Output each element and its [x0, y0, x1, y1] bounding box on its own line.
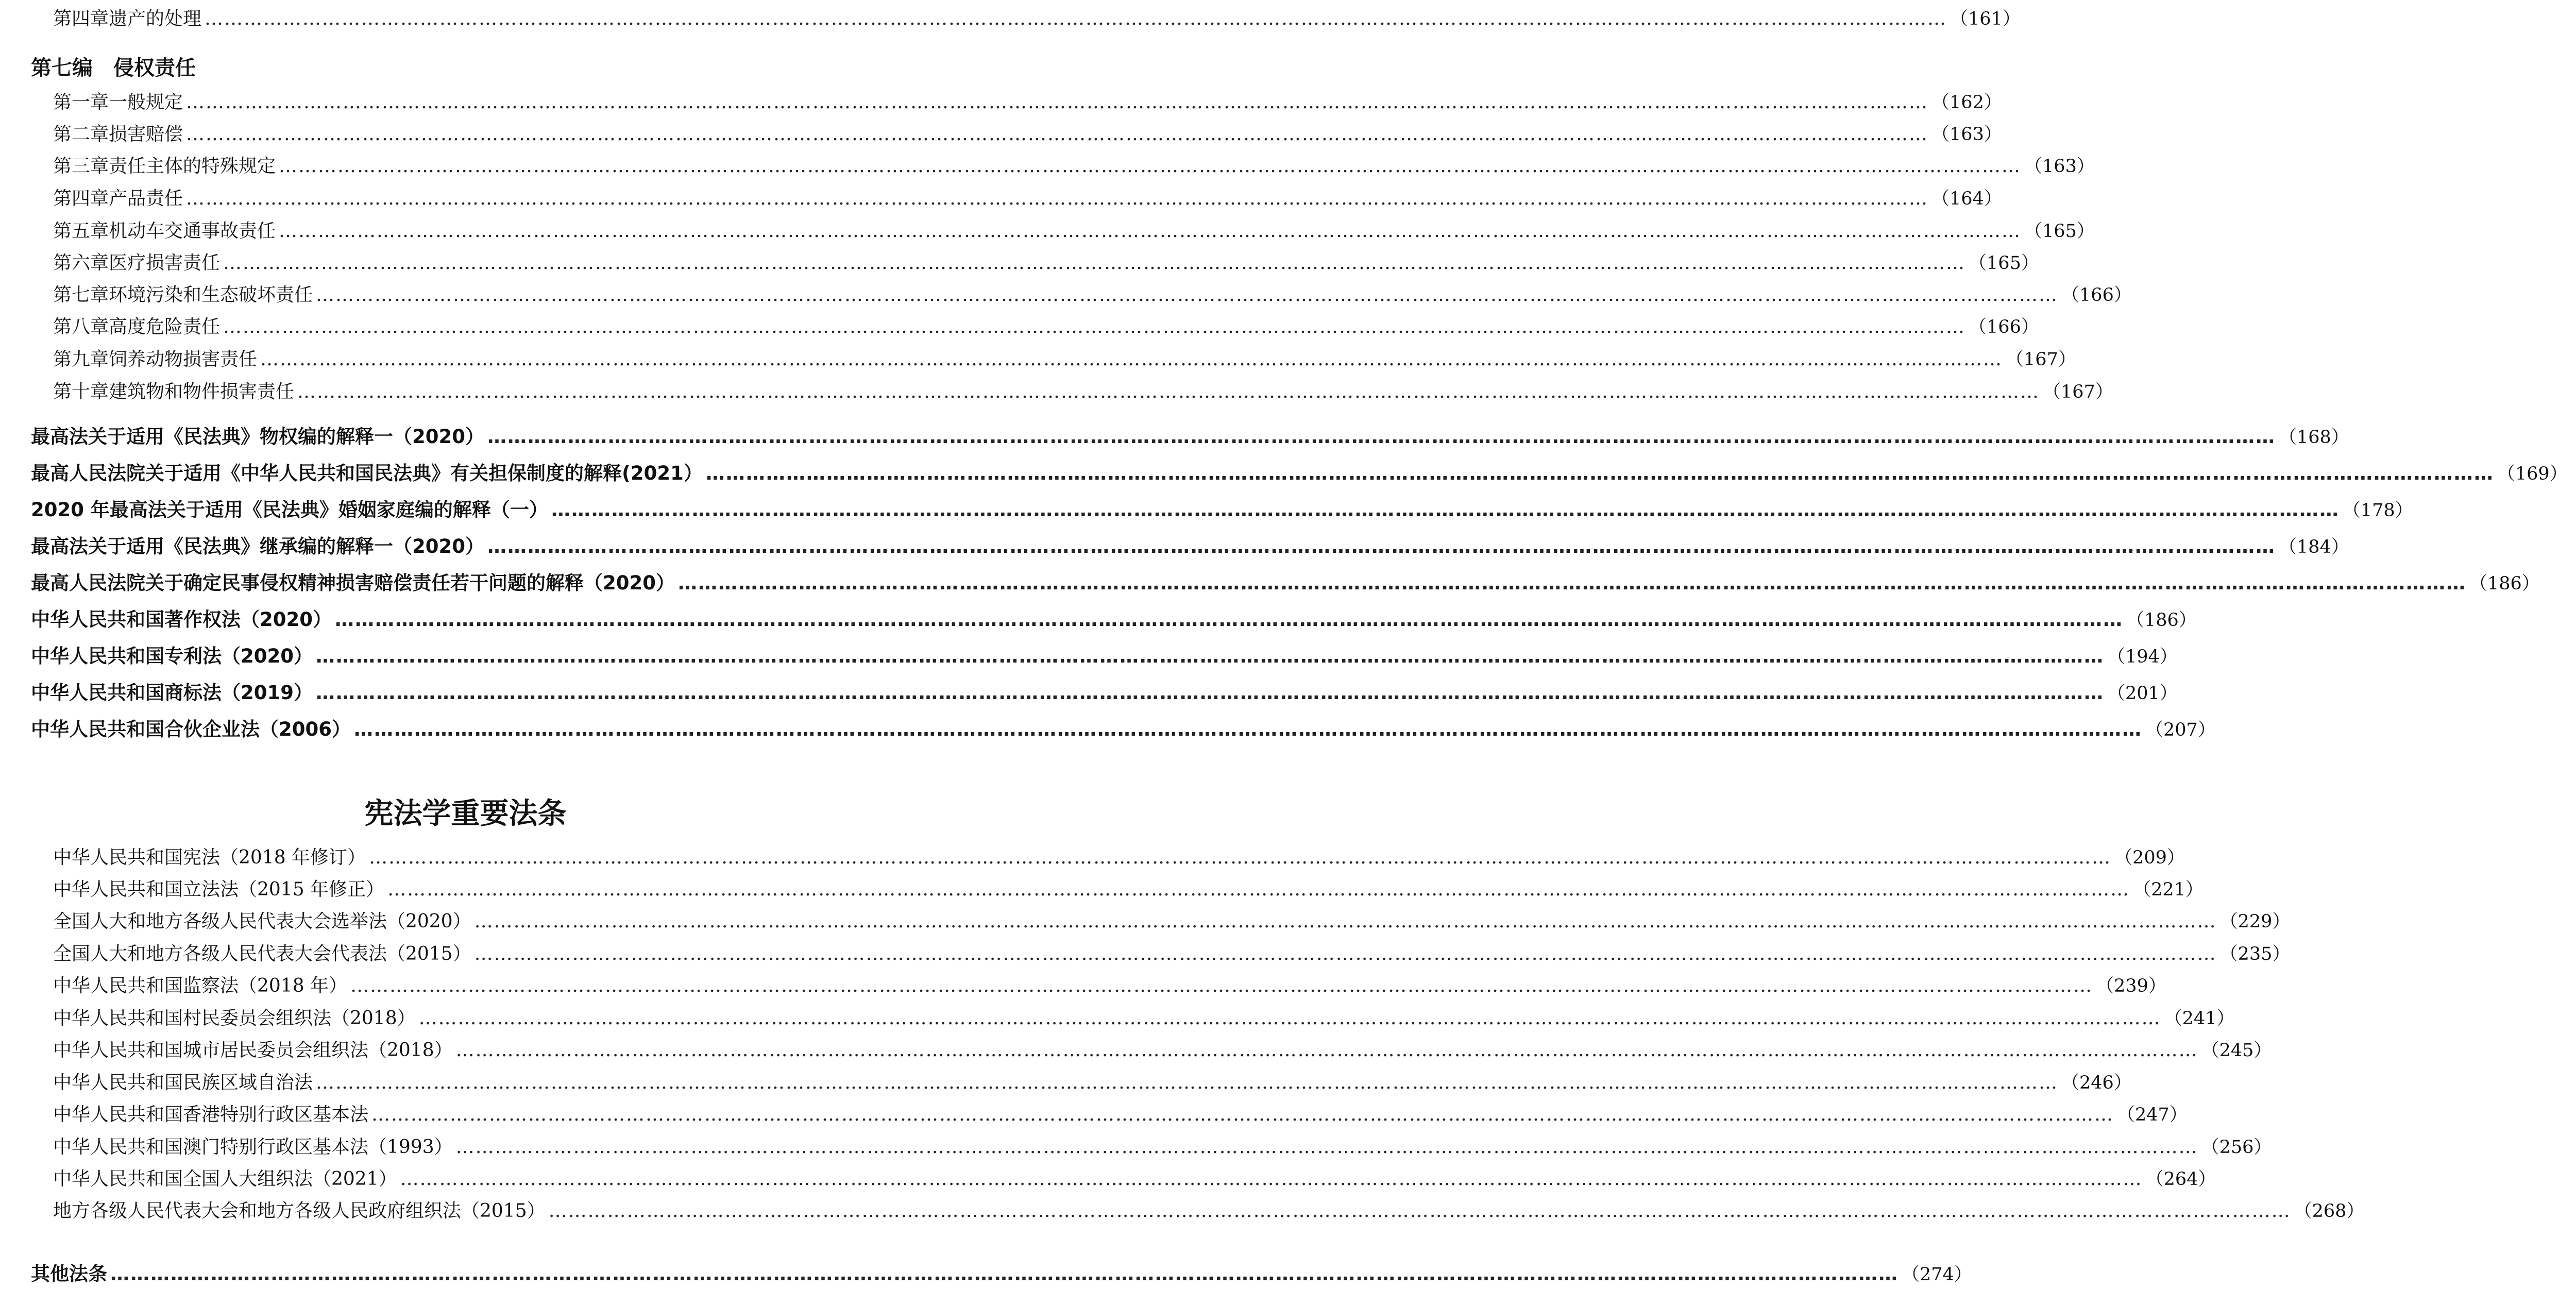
toc-entry[interactable]: [0, 377, 2113, 403]
page-number: （209）: [2114, 848, 2185, 868]
dot-leader: ……………………………………………………………………………………………………………………………………………………………………………………………………………………………………………: [353, 718, 2142, 740]
chapter-title: 产品责任: [109, 188, 183, 209]
toc-entry[interactable]: [0, 567, 2540, 595]
toc-entry[interactable]: [0, 531, 2349, 558]
page-number: （163）: [1931, 124, 2002, 145]
dot-leader: ……………………………………………………………………………………………………………………………………………………………………………………………………………………………………………: [110, 1263, 1899, 1285]
dot-leader: ……………………………………………………………………………………………………………………………………………………………………………………………………………………………………………: [369, 847, 2112, 868]
toc-entry[interactable]: [0, 216, 2095, 243]
chapter-title: 医疗损害责任: [109, 252, 221, 274]
toc-entry[interactable]: [0, 1196, 2365, 1223]
toc-entry[interactable]: [0, 1068, 2132, 1094]
law-title: 全国人大和地方各级人民代表大会代表法（2015）: [53, 943, 471, 964]
chapter-number: 第四章: [53, 188, 109, 209]
chapter-number: 第一章: [53, 92, 109, 113]
page-number: （169）: [2497, 464, 2568, 484]
toc-entry[interactable]: [0, 345, 2076, 371]
toc-entry[interactable]: [0, 714, 2216, 741]
page-number: （166）: [2061, 285, 2132, 306]
document-title: 最高人民法院关于适用《中华人民共和国民法典》有关担保制度的解释(2021）: [31, 462, 703, 484]
toc-entry[interactable]: [0, 457, 2568, 485]
dot-leader: ……………………………………………………………………………………………………………………………………………………………………………………………………………………………………………: [371, 1104, 2114, 1125]
dot-leader: ……………………………………………………………………………………………………………………………………………………………………………………………………………………………………………: [260, 349, 2003, 370]
chapter-number: 第四章: [53, 8, 109, 29]
chapter-title: 责任主体的特殊规定: [109, 156, 276, 177]
law-title: 中华人民共和国宪法（2018 年修订）: [53, 847, 366, 868]
page-number: （186）: [2126, 610, 2197, 631]
toc-entry[interactable]: [0, 184, 2002, 210]
toc-entry[interactable]: [0, 640, 2178, 668]
dot-leader: ……………………………………………………………………………………………………………………………………………………………………………………………………………………………………………: [186, 188, 1929, 209]
toc-entry[interactable]: [0, 151, 2095, 178]
page-number: （268）: [2294, 1201, 2365, 1222]
law-title: 中华人民共和国香港特别行政区基本法: [53, 1104, 369, 1125]
dot-leader: ……………………………………………………………………………………………………………………………………………………………………………………………………………………………………………: [400, 1168, 2143, 1190]
page-number: （168）: [2278, 427, 2349, 448]
dot-leader: ……………………………………………………………………………………………………………………………………………………………………………………………………………………………………………: [315, 645, 2104, 667]
page-number: （245）: [2201, 1040, 2272, 1061]
dot-leader: ……………………………………………………………………………………………………………………………………………………………………………………………………………………………………………: [334, 608, 2123, 631]
document-title: 中华人民共和国专利法（2020）: [31, 645, 313, 667]
page-number: （164）: [1931, 189, 2002, 209]
toc-entry[interactable]: [0, 843, 2185, 869]
page-number: （264）: [2145, 1169, 2216, 1190]
dot-leader: ……………………………………………………………………………………………………………………………………………………………………………………………………………………………………………: [316, 284, 2059, 306]
page-number: （256）: [2201, 1137, 2272, 1158]
document-title: 最高法关于适用《民法典》物权编的解释一（2020）: [31, 426, 484, 448]
law-title: 中华人民共和国监察法（2018 年）: [53, 975, 348, 996]
dot-leader: ……………………………………………………………………………………………………………………………………………………………………………………………………………………………………………: [455, 1040, 2198, 1061]
page-number: （163）: [2024, 156, 2095, 177]
dot-leader: ……………………………………………………………………………………………………………………………………………………………………………………………………………………………………………: [551, 499, 2340, 521]
chapter-title: 高度危险责任: [109, 316, 221, 337]
chapter-title: 一般规定: [109, 92, 183, 113]
toc-entry[interactable]: [0, 494, 2413, 522]
dot-leader: ……………………………………………………………………………………………………………………………………………………………………………………………………………………………………………: [223, 316, 1966, 337]
page-number: （166）: [1969, 317, 2039, 337]
dot-leader: ……………………………………………………………………………………………………………………………………………………………………………………………………………………………………………: [387, 879, 2130, 900]
dot-leader: ……………………………………………………………………………………………………………………………………………………………………………………………………………………………………………: [350, 975, 2093, 996]
page-number: （221）: [2133, 879, 2204, 900]
dot-leader: ……………………………………………………………………………………………………………………………………………………………………………………………………………………………………………: [705, 462, 2494, 484]
law-title: 中华人民共和国城市居民委员会组织法（2018）: [53, 1040, 453, 1061]
chapter-title: 建筑物和物件损害责任: [109, 381, 295, 402]
dot-leader: ……………………………………………………………………………………………………………………………………………………………………………………………………………………………………………: [418, 1008, 2161, 1029]
page-number: （241）: [2164, 1008, 2235, 1029]
toc-entry[interactable]: [0, 88, 2002, 114]
law-title: 全国人大和地方各级人民代表大会选举法（2020）: [53, 911, 471, 932]
dot-leader: ……………………………………………………………………………………………………………………………………………………………………………………………………………………………………………: [474, 943, 2217, 964]
toc-entry[interactable]: [0, 604, 2197, 632]
dot-leader: ……………………………………………………………………………………………………………………………………………………………………………………………………………………………………………: [279, 156, 2022, 177]
toc-entry[interactable]: [0, 875, 2204, 901]
page-number: （162）: [1931, 92, 2002, 113]
chapter-number: 第三章: [53, 156, 109, 177]
dot-leader: ……………………………………………………………………………………………………………………………………………………………………………………………………………………………………………: [315, 682, 2104, 704]
chapter-title: 环境污染和生态破坏责任: [109, 284, 313, 306]
toc-entry[interactable]: [0, 1004, 2235, 1030]
document-title: 最高法关于适用《民法典》继承编的解释一（2020）: [31, 535, 484, 557]
page-number: （235）: [2219, 944, 2291, 964]
law-title: 中华人民共和国澳门特别行政区基本法（1993）: [53, 1137, 453, 1158]
chapter-title: 损害赔偿: [109, 124, 183, 145]
chapter-number: 第六章: [53, 252, 109, 274]
toc-entry[interactable]: [0, 677, 2178, 705]
page-number: （186）: [2469, 573, 2540, 594]
toc-entry[interactable]: [0, 248, 2039, 275]
chapter-number: 第九章: [53, 349, 109, 370]
chapter-title: 机动车交通事故责任: [109, 221, 276, 242]
law-title: 中华人民共和国民族区域自治法: [53, 1072, 313, 1093]
toc-entry[interactable]: [0, 1132, 2272, 1159]
page-number: （167）: [2006, 349, 2076, 370]
page-number: （194）: [2107, 647, 2178, 667]
chapter-title: 饲养动物损害责任: [109, 349, 258, 370]
chapter-number: 第七章: [53, 284, 109, 306]
chapter-number: 第五章: [53, 221, 109, 242]
page-number: （229）: [2219, 911, 2291, 932]
document-title: 中华人民共和国合伙企业法（2006）: [31, 718, 351, 740]
page-number: （161）: [1950, 9, 2021, 29]
chapter-number: 第二章: [53, 124, 109, 145]
page-number: （178）: [2342, 500, 2413, 521]
dot-leader: ……………………………………………………………………………………………………………………………………………………………………………………………………………………………………………: [223, 252, 1966, 274]
law-title: 中华人民共和国立法法（2015 年修正）: [53, 879, 385, 900]
page-number: （184）: [2278, 537, 2349, 557]
toc-entry[interactable]: [0, 1258, 1972, 1286]
part-heading: 第七编 侵权责任: [31, 56, 196, 80]
document-title: 最高人民法院关于确定民事侵权精神损害赔偿责任若干问题的解释（2020）: [31, 572, 675, 594]
toc-entry[interactable]: [0, 939, 2291, 965]
toc-entry[interactable]: [0, 1036, 2272, 1062]
dot-leader: ……………………………………………………………………………………………………………………………………………………………………………………………………………………………………………: [677, 572, 2466, 594]
dot-leader: ……………………………………………………………………………………………………………………………………………………………………………………………………………………………………………: [487, 426, 2276, 448]
dot-leader: ……………………………………………………………………………………………………………………………………………………………………………………………………………………………………………: [279, 221, 2022, 242]
toc-entry[interactable]: [0, 312, 2039, 338]
page-number: （239）: [2096, 976, 2166, 996]
document-title: 2020 年最高法关于适用《民法典》婚姻家庭编的解释（一）: [31, 499, 548, 521]
page-number: （247）: [2117, 1105, 2188, 1125]
toc-entry[interactable]: [0, 4, 2021, 30]
toc-entry[interactable]: [0, 1100, 2188, 1126]
page-number: （167）: [2043, 382, 2113, 402]
toc-entry[interactable]: [0, 971, 2166, 997]
page-number: （274）: [1902, 1264, 1972, 1285]
section-title: 其他法条: [31, 1263, 107, 1285]
dot-leader: ……………………………………………………………………………………………………………………………………………………………………………………………………………………………………………: [205, 8, 1947, 29]
dot-leader: ……………………………………………………………………………………………………………………………………………………………………………………………………………………………………………: [297, 381, 2040, 402]
toc-entry[interactable]: [0, 421, 2349, 449]
toc-entry[interactable]: [0, 907, 2291, 933]
page-number: （165）: [1969, 253, 2039, 274]
page-number: （165）: [2024, 221, 2095, 242]
document-title: 中华人民共和国著作权法（2020）: [31, 608, 332, 631]
toc-entry[interactable]: [0, 1164, 2216, 1191]
page-number: （201）: [2107, 683, 2178, 704]
chapter-number: 第十章: [53, 381, 109, 402]
dot-leader: ……………………………………………………………………………………………………………………………………………………………………………………………………………………………………………: [474, 911, 2217, 932]
document-title: 中华人民共和国商标法（2019）: [31, 682, 313, 704]
page-number: （246）: [2061, 1073, 2132, 1093]
page-number: （207）: [2145, 720, 2216, 740]
law-title: 地方各级人民代表大会和地方各级人民政府组织法（2015）: [53, 1200, 546, 1222]
dot-leader: ……………………………………………………………………………………………………………………………………………………………………………………………………………………………………………: [487, 535, 2276, 557]
toc-entry[interactable]: [0, 120, 2002, 146]
law-title: 中华人民共和国村民委员会组织法（2018）: [53, 1008, 416, 1029]
section-heading: 宪法学重要法条: [364, 797, 567, 831]
law-title: 中华人民共和国全国人大组织法（2021）: [53, 1168, 397, 1190]
dot-leader: ……………………………………………………………………………………………………………………………………………………………………………………………………………………………………………: [316, 1072, 2059, 1093]
dot-leader: ……………………………………………………………………………………………………………………………………………………………………………………………………………………………………………: [548, 1200, 2291, 1222]
toc-entry[interactable]: [0, 280, 2132, 307]
chapter-title: 遗产的处理: [109, 8, 202, 29]
dot-leader: ……………………………………………………………………………………………………………………………………………………………………………………………………………………………………………: [186, 92, 1929, 113]
chapter-number: 第八章: [53, 316, 109, 337]
dot-leader: ……………………………………………………………………………………………………………………………………………………………………………………………………………………………………………: [455, 1137, 2198, 1158]
dot-leader: ……………………………………………………………………………………………………………………………………………………………………………………………………………………………………………: [186, 124, 1929, 145]
